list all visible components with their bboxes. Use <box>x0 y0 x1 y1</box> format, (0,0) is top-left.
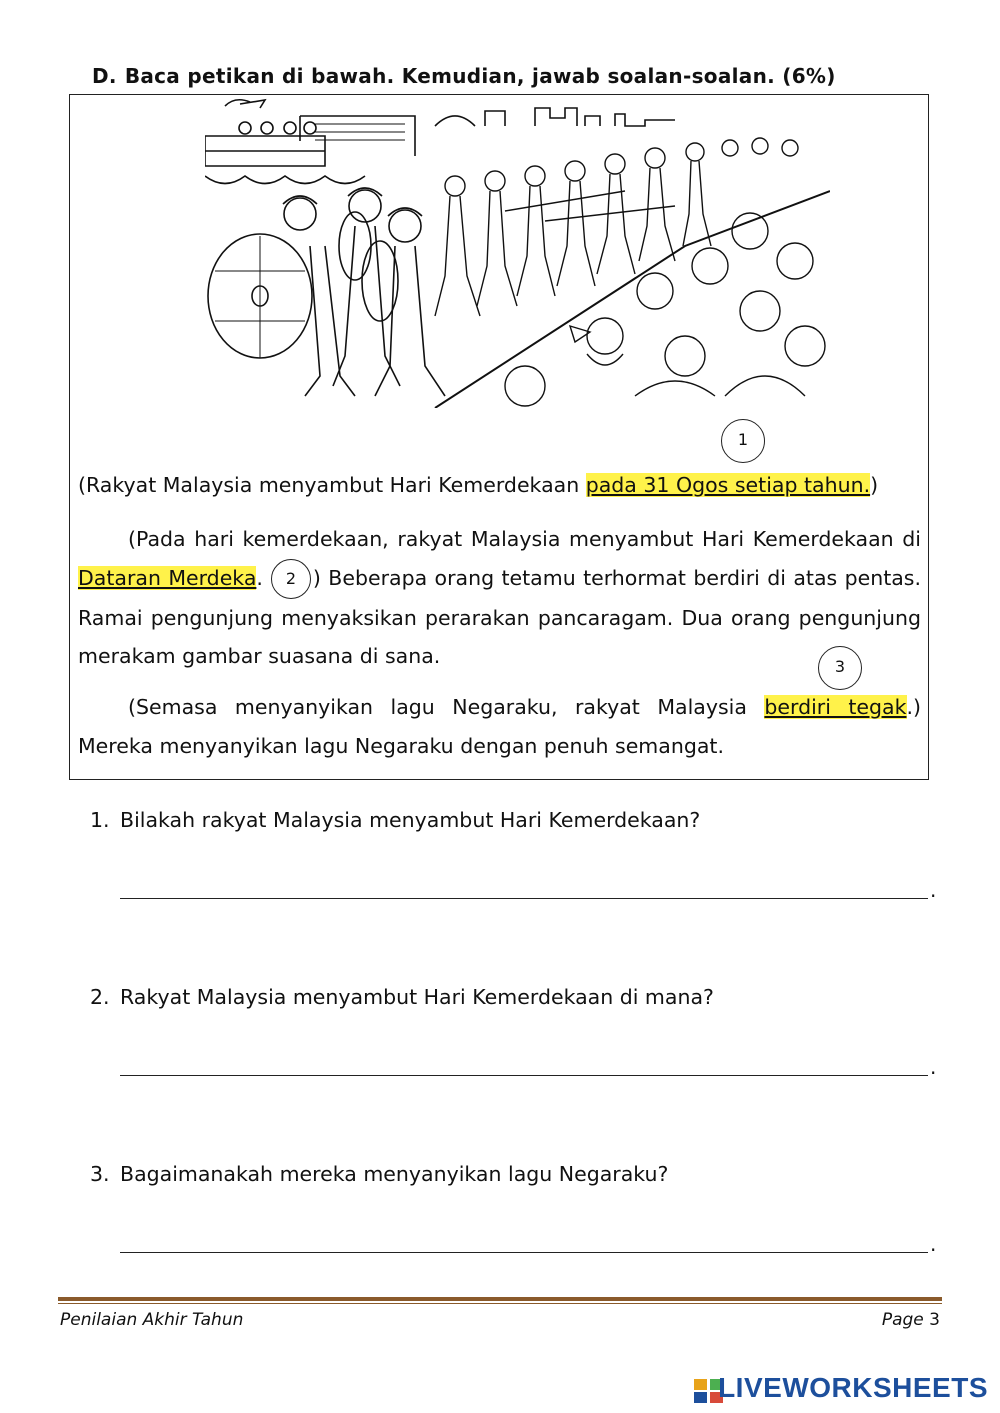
passage-text: . <box>256 565 263 590</box>
footer-title: Penilaian Akhir Tahun <box>60 1310 244 1330</box>
parade-illustration-icon <box>205 96 830 408</box>
highlight-answer-3: berdiri tegak <box>764 695 907 719</box>
answer-field-3[interactable] <box>120 1252 928 1253</box>
marker-circle-3: 3 <box>818 646 862 690</box>
answer-period: . <box>930 1232 937 1256</box>
question-1 <box>90 808 700 832</box>
question-number: 3. <box>90 1162 110 1186</box>
brand-name: LIVEWORKSHEETS <box>718 1372 988 1403</box>
question-text: Bagaimanakah mereka menyanyikan lagu Negaraku? <box>120 1162 669 1186</box>
passage-text: (Semasa menyanyikan lagu Negaraku, rakyat Malaysia <box>128 695 765 719</box>
answer-period: . <box>930 1055 937 1079</box>
marker-circle-1: 1 <box>721 419 765 463</box>
highlight-answer-1: pada 31 Ogos setiap tahun. <box>585 473 871 497</box>
section-heading <box>92 64 836 88</box>
footer-divider-thin <box>58 1303 942 1304</box>
passage-text: ) Beberapa orang tetamu terhormat berdiri di atas pentas. Ramai pengunjung menyaksikan perarakan pancaragam. Dua orang pengunjung merakam gambar suasana di sana. <box>78 565 921 668</box>
question-text: Bilakah rakyat Malaysia menyambut Hari Kemerdekaan? <box>120 808 701 832</box>
page-number: 3 <box>929 1310 940 1330</box>
passage-text: .) Mereka menyanyikan lagu Negaraku dengan penuh semangat. <box>78 695 922 758</box>
passage-text: ) <box>870 473 879 497</box>
footer-divider <box>58 1297 942 1301</box>
passage-paragraph-2 <box>78 520 921 676</box>
answer-field-1[interactable] <box>120 898 928 899</box>
question-number: 1. <box>90 808 110 832</box>
question-3 <box>90 1162 668 1186</box>
passage-text: (Pada hari kemerdekaan, rakyat Malaysia menyambut Hari Kemerdekaan di <box>128 527 921 551</box>
question-number: 2. <box>90 985 110 1009</box>
page-label: Page <box>881 1310 924 1330</box>
section-instruction: Baca petikan di bawah. Kemudian, jawab soalan-soalan. (6%) <box>124 64 836 88</box>
footer-page <box>882 1310 940 1330</box>
section-letter: D. <box>92 64 117 88</box>
answer-field-2[interactable] <box>120 1075 928 1076</box>
passage-text: (Rakyat Malaysia menyambut Hari Kemerdekaan <box>78 473 586 497</box>
marker-circle-2: 2 <box>271 559 311 599</box>
answer-period: . <box>930 878 937 902</box>
passage-paragraph-1 <box>78 466 921 505</box>
question-2 <box>90 985 714 1009</box>
passage-paragraph-3 <box>78 688 921 765</box>
highlight-answer-2: Dataran Merdeka <box>78 565 257 590</box>
question-text: Rakyat Malaysia menyambut Hari Kemerdekaan di mana? <box>120 985 714 1009</box>
